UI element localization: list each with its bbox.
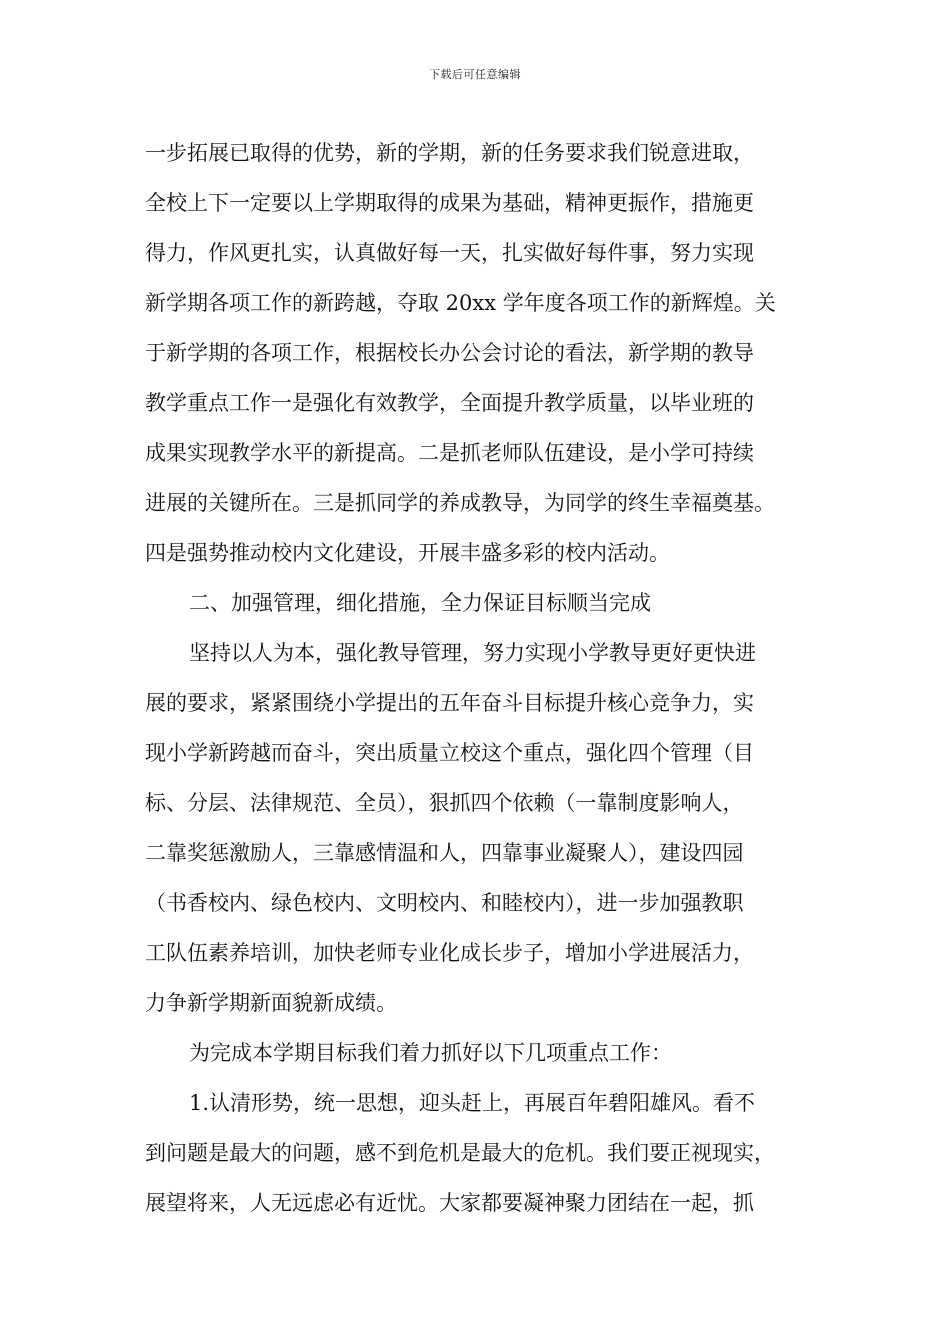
text-line: 新学期各项工作的新跨越，夺取 20xx 学年度各项工作的新辉煌。关 <box>145 291 776 315</box>
document-body <box>145 128 825 1228</box>
text-line: 一步拓展已取得的优势，新的学期，新的任务要求我们锐意进取， <box>145 141 754 165</box>
text-line: 标、分层、法律规范、全员），狠抓四个依赖（一靠制度影响人， <box>145 791 744 815</box>
text-line: 二靠奖惩激励人，三靠感情温和人，四靠事业凝聚人），建设四园 <box>145 841 744 865</box>
paragraph-first-line: 坚持以人为本，强化教导管理，努力实现小学教导更好更快进 <box>189 641 756 665</box>
text-line: 四是强势推动校内文化建设，开展丰盛多彩的校内活动。 <box>145 541 670 565</box>
text-line: 全校上下一定要以上学期取得的成果为基础，精神更振作，措施更 <box>145 191 754 215</box>
text-line: 进展的关键所在。三是抓同学的养成教导，为同学的终生幸福奠基。 <box>145 491 775 515</box>
text-line: 展望将来，人无远虑必有近忧。大家都要凝神聚力团结在一起，抓 <box>145 1191 754 1215</box>
text-line: （书香校内、绿色校内、文明校内、和睦校内），进一步加强教职 <box>145 891 744 915</box>
paragraph-first-line: 为完成本学期目标我们着力抓好以下几项重点工作： <box>189 1041 672 1065</box>
text-line: 工队伍素养培训，加快老师专业化成长步子，增加小学进展活力， <box>145 941 754 965</box>
text-line: 现小学新跨越而奋斗，突出质量立校这个重点，强化四个管理（目 <box>145 741 754 765</box>
text-line: 力争新学期新面貌新成绩。 <box>145 991 397 1015</box>
text-line: 教学重点工作一是强化有效教学，全面提升教学质量，以毕业班的 <box>145 391 754 415</box>
page-header: 下载后可任意编辑 <box>429 68 521 81</box>
text-line: 于新学期的各项工作，根据校长办公会讨论的看法，新学期的教导 <box>145 341 754 365</box>
paragraph-first-line: 1.认清形势，统一思想，迎头赶上，再展百年碧阳雄风。看不 <box>189 1091 756 1115</box>
text-line: 展的要求，紧紧围绕小学提出的五年奋斗目标提升核心竞争力，实 <box>145 691 754 715</box>
text-line: 到问题是最大的问题，感不到危机是最大的危机。我们要正视现实， <box>145 1141 775 1165</box>
text-line: 成果实现教学水平的新提高。二是抓老师队伍建设，是小学可持续 <box>145 441 754 465</box>
section-heading: 二、加强管理，细化措施，全力保证目标顺当完成 <box>189 591 651 615</box>
text-line: 得力，作风更扎实，认真做好每一天，扎实做好每件事，努力实现 <box>145 241 754 265</box>
